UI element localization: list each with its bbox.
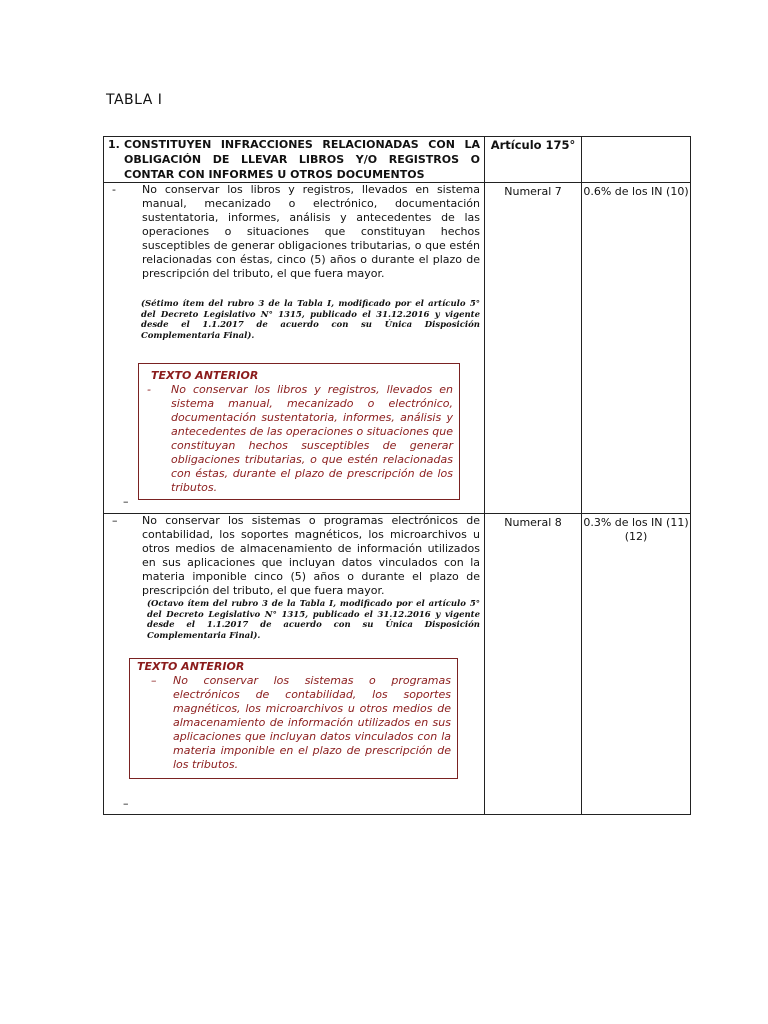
item-bullet: - [112,183,116,196]
article-label: Artículo 175° [490,138,576,152]
section-heading [104,137,484,182]
section-number: 1. [108,138,120,151]
numeral-label: Numeral 8 [504,516,562,529]
infractions-table [103,136,691,815]
header-cell-description [104,137,485,183]
previous-text-title: TEXTO ANTERIOR [137,660,245,673]
infraction-description-cell [104,183,485,514]
table-header-row [104,137,691,183]
numeral-cell [485,514,582,815]
table-title: TABLA I [106,92,163,108]
previous-text-body: No conservar los libros y registros, llevados en sistema manual, mecanizado o electrónico, documentación sustentatoria, informes, análisis y antecedentes de las operaciones o situaciones que constituyan hechos susceptibles de generar obligaciones tributarias, o que estén relacionadas con éstas, durante el plazo de prescripción de los tributos. [171,383,454,494]
table-row [104,514,691,815]
previous-text-item [147,383,453,495]
infraction-item [104,514,484,598]
previous-item-bullet: - [147,383,151,396]
previous-item-bullet: – [151,674,157,687]
header-cell-empty [582,137,691,183]
previous-text-box [129,658,458,779]
infraction-text: No conservar los sistemas o programas electrónicos de contabilidad, los soportes magnéticos, los microarchivos u otros medios de almacenamiento de información utilizados en sus aplicaciones que incluyan datos vinculados con la materia imponible cinco (5) años o durante el plazo de prescripción del tributo, el que fuera mayor. [142,514,480,597]
trailing-dash: – [123,495,129,508]
modification-note: (Octavo ítem del rubro 3 de la Tabla I, modificado por el artículo 5° del Decreto Legislativo N° 1315, publicado el 31.12.2016 y vigente desde el 1.1.2017 de acuerdo con su Única Disposición Complementaria Final). [147,599,480,641]
previous-text-box [138,363,460,500]
sanction-value: 0.3% de los IN (11) (12) [583,516,689,543]
sanction-cell [582,514,691,815]
sanction-value: 0.6% de los IN (10) [583,185,689,198]
item-bullet: – [112,514,118,527]
numeral-label: Numeral 7 [504,185,562,198]
previous-text-body: No conservar los sistemas o programas electrónicos de contabilidad, los soportes magnéticos, los microarchivos u otros medios de almacenamiento de información utilizados en sus aplicaciones que incluyan datos vinculados con la materia imponible en el plazo de prescripción de los tributos. [173,674,451,771]
infraction-description-cell [104,514,485,815]
trailing-dash: – [123,797,129,810]
previous-text-title: TEXTO ANTERIOR [151,369,259,382]
infraction-text: No conservar los libros y registros, llevados en sistema manual, mecanizado o electrónico, documentación sustentatoria, informes, análisis y antecedentes de las operaciones o situaciones que constituyan hechos susceptibles de generar obligaciones tributarias, o que estén relacionadas con éstas, cinco (5) años o durante el plazo de prescripción del tributo, el que fuera mayor. [142,183,480,280]
header-cell-article [485,137,582,183]
sanction-cell [582,183,691,514]
previous-text-item [137,674,451,772]
modification-note: (Sétimo ítem del rubro 3 de la Tabla I, modificado por el artículo 5° del Decreto Legislativo N° 1315, publicado el 31.12.2016 y vigente desde el 1.1.2017 de acuerdo con su Única Disposición Complementaria Final). [141,299,480,341]
numeral-cell [485,183,582,514]
table-row [104,183,691,514]
section-heading-text: CONSTITUYEN INFRACCIONES RELACIONADAS CON LA OBLIGACIÓN DE LLEVAR LIBROS Y/O REGISTROS O CONTAR CON INFORMES U OTROS DOCUMENTOS [124,138,480,181]
infraction-item [104,183,484,281]
